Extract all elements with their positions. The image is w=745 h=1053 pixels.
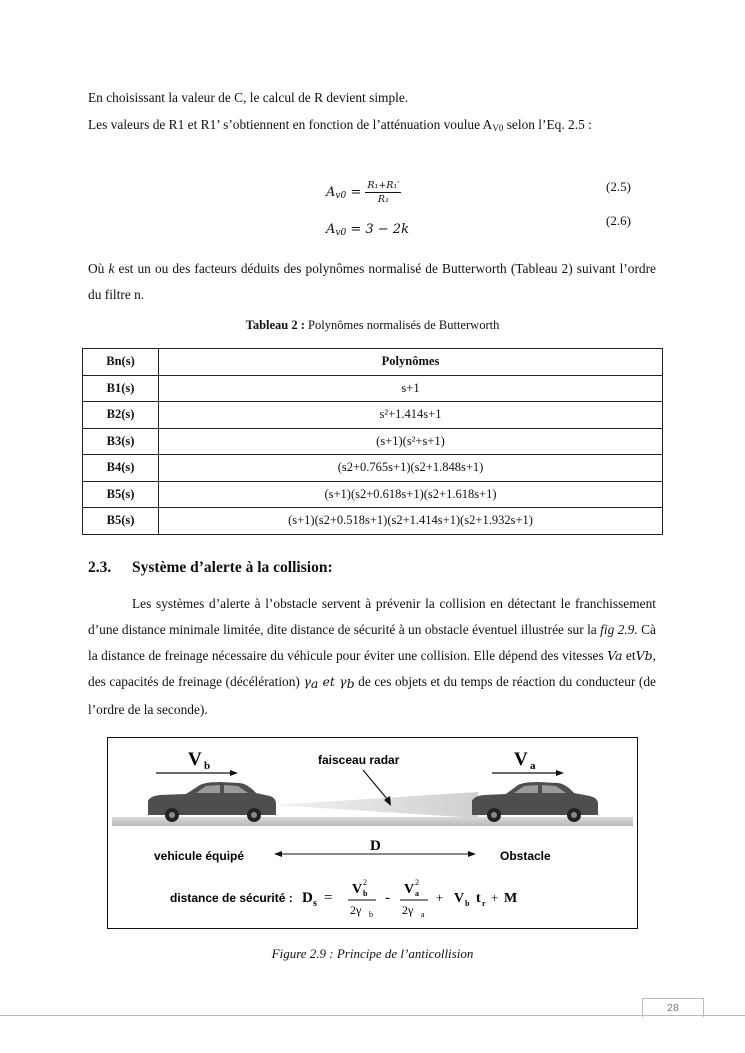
- va-arrowhead: [556, 770, 564, 776]
- var-gamma-b: γ: [339, 674, 347, 689]
- var-gamma-a-sub: a: [310, 676, 319, 691]
- eq1-numerator: R₁+R₁′: [367, 180, 400, 191]
- formula-f2-num-sub: a: [415, 889, 419, 898]
- vb-label: V: [188, 749, 202, 770]
- section-heading: [88, 559, 333, 577]
- vb-label-sub: b: [204, 760, 211, 772]
- var-gamma-a: γ: [303, 674, 311, 689]
- section-number: 2.3.: [88, 559, 112, 576]
- para4-et: et: [318, 674, 340, 689]
- equation-number-2-6: (2.6): [606, 213, 631, 228]
- formula-m: M: [504, 891, 518, 906]
- anticollision-figure: [107, 737, 638, 929]
- eq2-rhs: = 3 − 2k: [350, 222, 409, 237]
- table-caption-text: Polynômes normalisés de Butterworth: [304, 318, 500, 332]
- para3-before: Où: [88, 261, 109, 276]
- table-cell: (s+1)(s²+s+1): [159, 428, 663, 455]
- footer-line: [0, 1015, 745, 1016]
- para4-text: Les systèmes d’alerte à l’obstacle servent à prévenir la collision en détectant le franchissement d’une distance minimale limitée, dite distance de sécurité à un obstacle éventuel illustrée sur la: [88, 596, 656, 637]
- formula-ds: D: [302, 890, 313, 906]
- para2-sub: V0: [492, 123, 504, 133]
- equation-2-5: [326, 180, 401, 205]
- para2-text: Les valeurs de R1 et R1’ s’obtiennent en fonction de l’atténuation voulue A: [88, 117, 493, 132]
- safety-distance-formula: [170, 878, 517, 919]
- radar-label: faisceau radar: [318, 753, 400, 767]
- formula-f2-den-sub: a: [421, 910, 425, 919]
- formula-prefix: distance de sécurité :: [170, 891, 293, 905]
- table-row: [83, 375, 663, 402]
- radar-pointer: [363, 770, 388, 800]
- formula-f2-num-sup: 2: [415, 878, 419, 887]
- table-caption-label: Tableau 2 :: [245, 318, 305, 332]
- table-cell: B5(s): [83, 481, 159, 508]
- table-cell: (s+1)(s2+0.618s+1)(s2+1.618s+1): [159, 481, 663, 508]
- distance-arrow-left: [274, 851, 282, 857]
- paragraph-intro: En choisissant la valeur de C, le calcul de R devient simple.: [88, 90, 409, 105]
- page-number: 28: [642, 998, 704, 1017]
- anticollision-diagram: [108, 738, 637, 928]
- eq2-lhs-sub: v0: [335, 228, 347, 238]
- formula-tr: t: [476, 891, 481, 906]
- eq1-denominator: R₁: [377, 194, 389, 205]
- para3-var: k: [108, 261, 115, 276]
- obstacle-car-icon: [472, 782, 598, 822]
- formula-f1-num-sub: b: [363, 889, 368, 898]
- var-vb: Vb: [635, 648, 653, 663]
- table-cell: B5(s): [83, 508, 159, 535]
- table-caption: [0, 318, 745, 333]
- paragraph-collision: [88, 591, 656, 723]
- table-row: [83, 481, 663, 508]
- table-row: [83, 428, 663, 455]
- table-cell: (s2+0.765s+1)(s2+1.848s+1): [159, 455, 663, 482]
- figure-caption: Figure 2.9 : Principe de l’anticollision: [271, 946, 474, 961]
- equation-number-2-5: (2.5): [606, 179, 631, 194]
- table-cell: s²+1.414s+1: [159, 402, 663, 429]
- para3-after: est un ou des facteurs déduits des polynômes normalisé de Butterworth (Tableau 2) suivant l’ordre du filtre n.: [88, 261, 656, 302]
- formula-f1-den-sub: b: [369, 910, 373, 919]
- table-cell: B4(s): [83, 455, 159, 482]
- equipped-car-label: vehicule équipé: [154, 849, 245, 863]
- table-row: [83, 508, 663, 535]
- eq1-lhs: A: [326, 185, 336, 200]
- table-cell: B3(s): [83, 428, 159, 455]
- para4-text: , des capacités de freinage (décélération): [88, 648, 656, 689]
- table-row: [83, 402, 663, 429]
- para4-text: de ces objets et du temps de réaction du conducteur (de l’ordre de la seconde).: [88, 674, 656, 717]
- table-cell: B2(s): [83, 402, 159, 429]
- formula-vb-sub: b: [465, 899, 470, 908]
- eq1-equals: =: [350, 185, 362, 200]
- formula-f2-den: 2γ: [402, 903, 414, 917]
- eq2-lhs: A: [326, 222, 336, 237]
- para2-text-after: selon l’Eq. 2.5 :: [503, 117, 592, 132]
- table-header-row: [83, 349, 663, 376]
- formula-ds-sub: s: [313, 898, 317, 909]
- para4-text: Cà la distance de freinage nécessaire du véhicule pour éviter une collision. Elle dépend des vitesses: [88, 622, 656, 663]
- distance-arrow-right: [468, 851, 476, 857]
- eq1-lhs-sub: v0: [335, 191, 347, 201]
- formula-f2-num: V: [404, 882, 415, 897]
- var-gamma-b-sub: b: [346, 676, 355, 691]
- equipped-car-icon: [148, 782, 276, 822]
- formula-vb: V: [454, 891, 465, 906]
- table-cell: s+1: [159, 375, 663, 402]
- va-label-sub: a: [530, 760, 536, 772]
- distance-label: D: [370, 838, 381, 854]
- var-va: Va: [607, 648, 623, 663]
- table-cell: (s+1)(s2+0.518s+1)(s2+1.414s+1)(s2+1.932s+1): [159, 508, 663, 535]
- formula-f1-num-sup: 2: [363, 878, 367, 887]
- butterworth-table: [82, 348, 663, 535]
- section-title: Système d’alerte à la collision:: [132, 559, 333, 576]
- paragraph-butterworth: [88, 256, 656, 308]
- para4-text: et: [622, 648, 636, 663]
- formula-tr-sub: r: [482, 899, 486, 908]
- vb-arrowhead: [230, 770, 238, 776]
- formula-minus: -: [385, 890, 390, 906]
- va-label: V: [514, 749, 528, 770]
- formula-plus2: +: [491, 890, 499, 905]
- eq1-fraction: [365, 180, 401, 205]
- formula-f1-num: V: [352, 882, 363, 897]
- equation-2-6: [326, 222, 409, 238]
- radar-beam: [273, 792, 478, 818]
- table-row: [83, 455, 663, 482]
- paragraph-r-values: [88, 112, 656, 141]
- road: [112, 817, 633, 826]
- table-header-cell: Polynômes: [159, 349, 663, 376]
- table-header-cell: Bn(s): [83, 349, 159, 376]
- formula-f1-den: 2γ: [350, 903, 362, 917]
- obstacle-label: Obstacle: [500, 849, 551, 863]
- figure-reference: fig 2.9.: [600, 622, 638, 637]
- formula-equals: =: [324, 890, 333, 906]
- table-cell: B1(s): [83, 375, 159, 402]
- formula-plus: +: [436, 890, 444, 905]
